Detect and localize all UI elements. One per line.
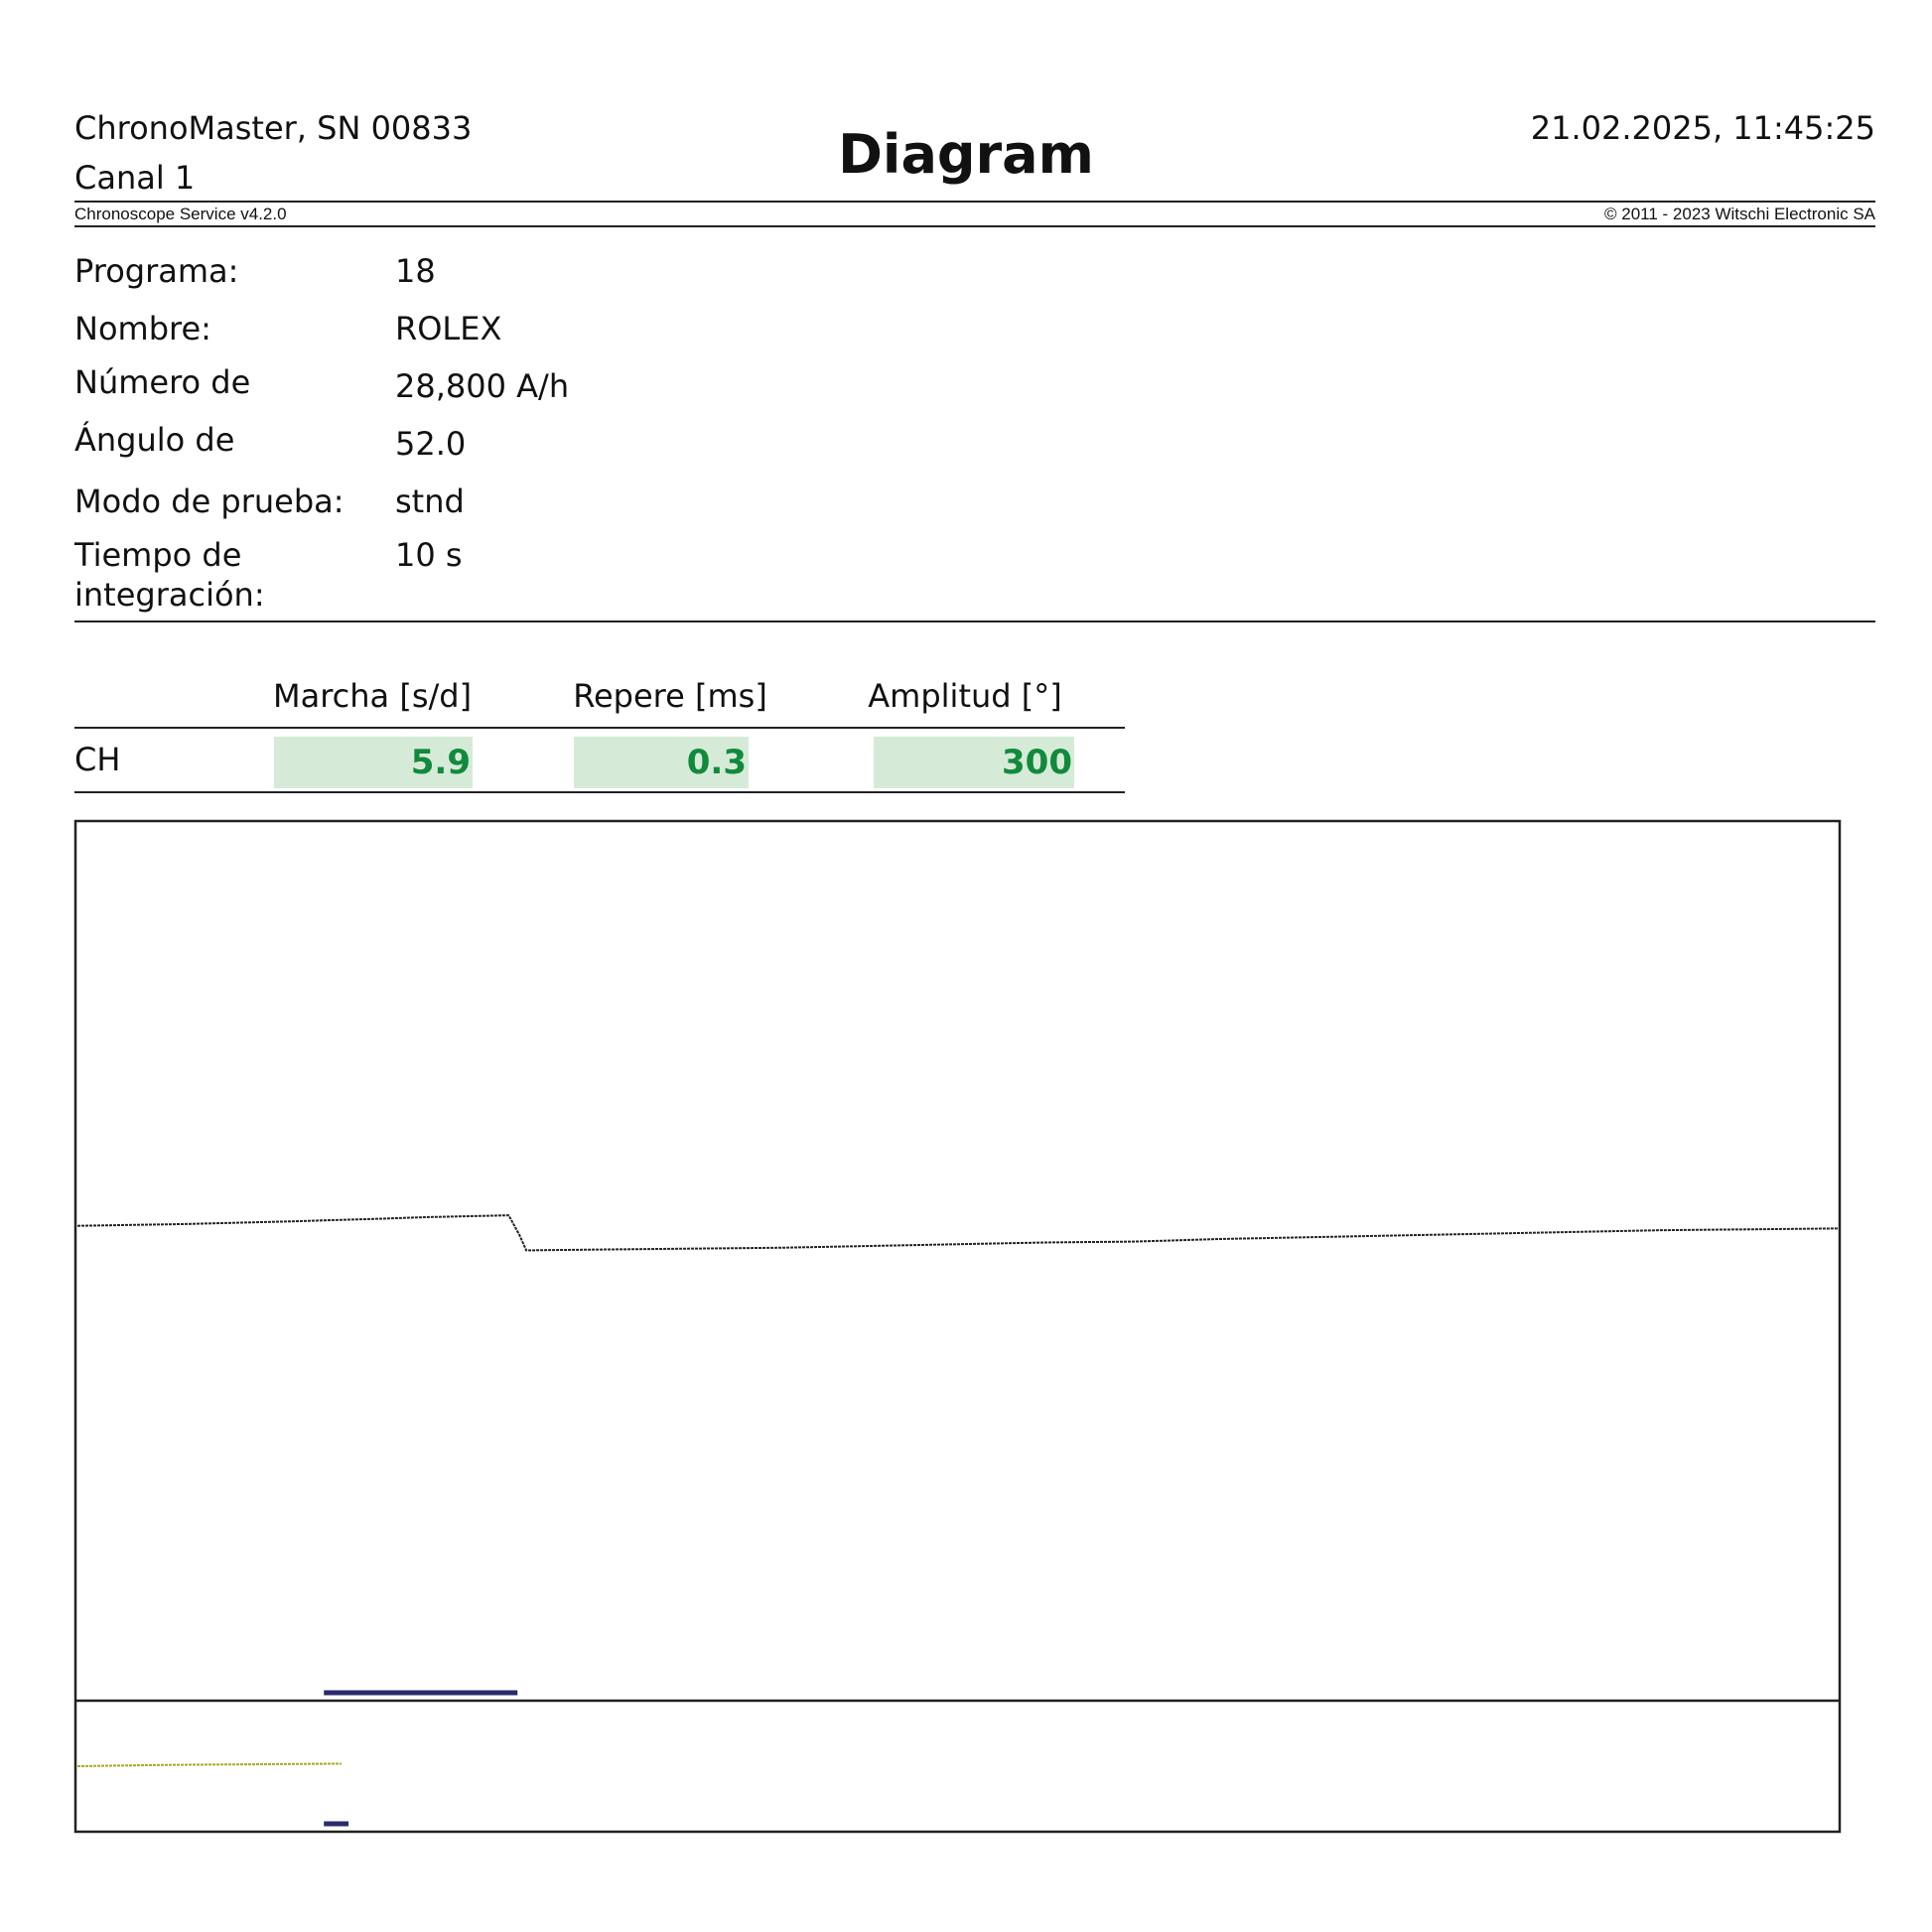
row-label-ch: CH: [74, 741, 121, 778]
param-label-tiempo-2: integración:: [74, 576, 265, 614]
param-label-programa: Programa:: [74, 252, 239, 290]
page-title: Diagram: [838, 123, 1094, 186]
param-label-angulo: Ángulo de: [74, 421, 235, 459]
param-value-angulo: 52.0: [395, 425, 467, 463]
software-version: Chronoscope Service v4.2.0: [74, 205, 287, 223]
value-amplitud: 300: [874, 737, 1074, 788]
series-line-1: [77, 1763, 342, 1766]
col-header-repere: Repere [ms]: [573, 677, 767, 715]
param-value-nombre: ROLEX: [395, 310, 502, 347]
param-value-programa: 18: [395, 252, 436, 290]
param-label-tiempo: Tiempo de: [74, 536, 242, 574]
param-value-modo: stnd: [395, 483, 465, 520]
param-value-numero: 28,800 A/h: [395, 367, 570, 405]
report-datetime: 21.02.2025, 11:45:25: [1530, 109, 1875, 147]
col-header-amplitud: Amplitud [°]: [868, 677, 1062, 715]
param-label-nombre: Nombre:: [74, 310, 211, 347]
device-name: ChronoMaster, SN 00833: [74, 109, 473, 147]
value-marcha: 5.9: [274, 737, 473, 788]
channel-label: Canal 1: [74, 159, 196, 197]
param-value-tiempo: 10 s: [395, 536, 463, 574]
chart-marks: [77, 1215, 1838, 1824]
copyright-notice: © 2011 - 2023 Witschi Electronic SA: [1604, 205, 1875, 223]
value-repere: 0.3: [574, 737, 749, 788]
series-line-0: [77, 1215, 1838, 1250]
param-label-numero: Número de: [74, 363, 251, 401]
chart-frame: [75, 821, 1840, 1832]
param-label-modo: Modo de prueba:: [74, 483, 345, 520]
col-header-marcha: Marcha [s/d]: [273, 677, 473, 715]
